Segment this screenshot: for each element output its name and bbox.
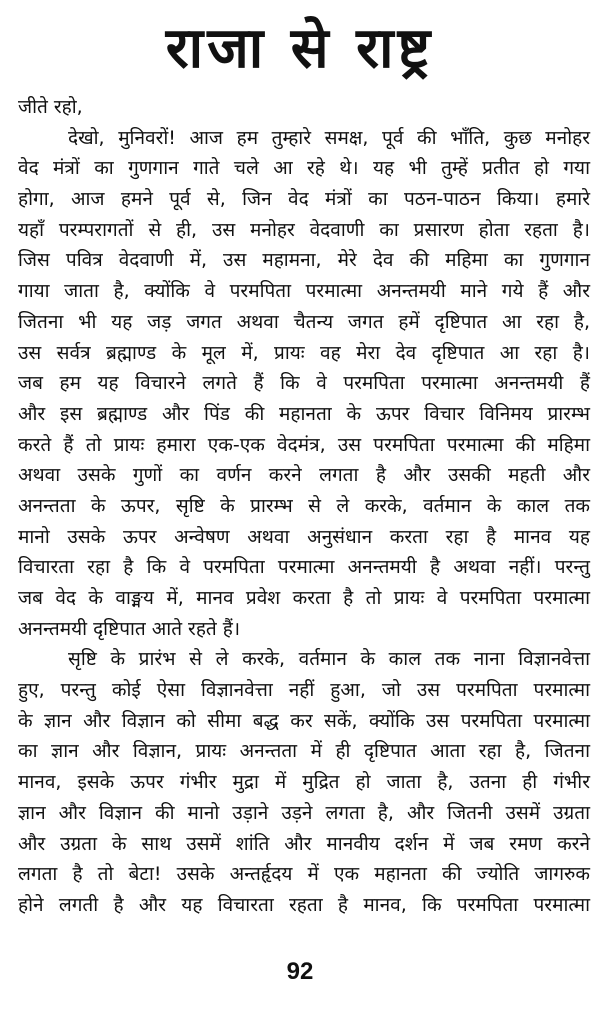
- text-line: जब वेद के वाङ्मय में, मानव प्रवेश करता है तो प्रायः वे परमपिता परमात्मा: [18, 587, 590, 609]
- text-line: गाया जाता है, क्योंकि वे परमपिता परमात्मा अनन्तमयी माने गये हैं और: [18, 280, 590, 303]
- text-line: अथवा उसके गुणों का वर्णन करने लगता है और उसकी महती और: [18, 464, 590, 487]
- text-line: जब हम यह विचारने लगते हैं कि वे परमपिता परमात्मा अनन्तमयी हैं: [18, 372, 590, 395]
- text-line: मानो उसके ऊपर अन्वेषण अथवा अनुसंधान करता रहा है मानव यह: [18, 525, 590, 548]
- page-title: राजा से राष्ट्र: [165, 16, 435, 81]
- text-line: मानव, इसके ऊपर गंभीर मुद्रा में मुद्रित हो जाता है, उतना ही गंभीर: [18, 771, 590, 794]
- text-line: होने लगती है और यह विचारता रहता है मानव, कि परमपिता परमात्मा: [18, 893, 590, 916]
- text-line: सृष्टि के प्रारंभ से ले करके, वर्तमान के काल तक नाना विज्ञानवेत्ता: [68, 648, 590, 671]
- text-line: ज्ञान और विज्ञान की मानो उड़ाने उड़ने लगता है, और जितनी उसमें उग्रता: [18, 801, 590, 824]
- text-line: होगा, आज हमने पूर्व से, जिन वेद मंत्रों का पठन-पाठन किया। हमारे: [18, 188, 590, 211]
- text-line: अनन्तमयी दृष्टिपात आते रहते हैं।: [18, 617, 241, 640]
- text-line: विचारता रहा है कि वे परमपिता परमात्मा अनन्तमयी है अथवा नहीं। परन्तु: [18, 556, 590, 579]
- text-line: करते हैं तो प्रायः हमारा एक-एक वेदमंत्र, उस परमपिता परमात्मा की महिमा: [18, 433, 590, 456]
- text-line: वेद मंत्रों का गुणगान गाते चले आ रहे थे। यह भी तुम्हें प्रतीत हो गया: [18, 157, 590, 180]
- text-line: जितना भी यह जड़ जगत अथवा चैतन्य जगत हमें दृष्टिपात आ रहा है,: [18, 310, 590, 333]
- text-line: और उग्रता के साथ उसमें शांति और मानवीय दर्शन में जब रमण करने: [18, 832, 590, 855]
- text-line: जिस पवित्र वेदवाणी में, उस महामना, मेरे देव की महिमा का गुणगान: [18, 249, 590, 272]
- page-number: 92: [286, 958, 314, 985]
- text-line: देखो, मुनिवरों! आज हम तुम्हारे समक्ष, पूर्व की भाँति, कुछ मनोहर: [68, 126, 590, 149]
- text-line: हुए, परन्तु कोई ऐसा विज्ञानवेत्ता नहीं हुआ, जो उस परमपिता परमात्मा: [18, 679, 590, 702]
- text-line: यहाँ परम्परागतों से ही, उस मनोहर वेदवाणी का प्रसारण होता रहता है।: [18, 218, 590, 241]
- body-text: [18, 92, 590, 921]
- text-line: का ज्ञान और विज्ञान, प्रायः अनन्तता में ही दृष्टिपात आता रहा है, जितना: [18, 740, 590, 763]
- text-line: लगता है तो बेटा! उसके अन्तर्हृदय में एक महानता की ज्योति जागरुक: [18, 863, 590, 886]
- text-line: के ज्ञान और विज्ञान को सीमा बद्ध कर सकें, क्योंकि उस परमपिता परमात्मा: [18, 709, 590, 732]
- text-line: जीते रहो,: [18, 96, 83, 118]
- text-line: उस सर्वत्र ब्रह्माण्ड के मूल में, प्रायः वह मेरा देव दृष्टिपात आ रहा है।: [18, 341, 590, 364]
- text-line: और इस ब्रह्माण्ड और पिंड की महानता के ऊपर विचार विनिमय प्रारम्भ: [18, 402, 590, 425]
- text-line: अनन्तता के ऊपर, सृष्टि के प्रारम्भ से ले करके, वर्तमान के काल तक: [18, 494, 590, 517]
